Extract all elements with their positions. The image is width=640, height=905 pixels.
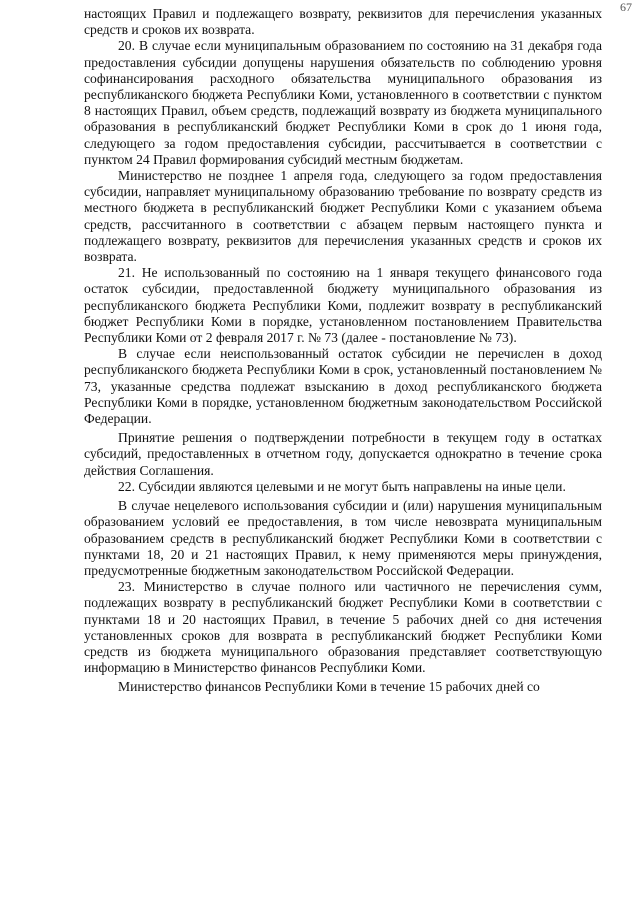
paragraph-item-23-minfin: Министерство финансов Республики Коми в течение 15 рабочих дней со [118,679,540,695]
paragraph-item-21: 21. Не использованный по состоянию на 1 января текущего финансового года остаток субсидии, предоставленной бюджету муниципального образования из республиканского бюджета Республики Коми, подлежит возврату в республиканский бюджет Республики Коми в порядке, установленном постановлением Правительства Республики Коми от 2 февраля 2017 г. № 73 (далее - постановление № 73). [84,265,602,346]
paragraph-continuation: настоящих Правил и подлежащего возврату, реквизитов для перечисления указанных средств и сроков их возврата. [84,6,602,38]
document-body [84,6,602,696]
paragraph-item-20-requirement: Министерство не позднее 1 апреля года, следующего за годом предоставления субсидии, направляет муниципальному образованию требование по возврату средств из местного бюджета в республиканский бюджет Республики Коми с указанием объема средств, рассчитанного в соответствии с абзацем первым настоящего пункта и подлежащего возврату, реквизитов для перечисления указанных средств и сроков их возврата. [84,168,602,265]
paragraph-item-21-decision: Принятие решения о подтверждении потребности в текущем году в остатках субсидий, предоставленных в отчетном году, допускается однократно в течение срока действия Соглашения. [84,430,602,478]
page-number: 67 [620,0,632,14]
paragraph-item-22-misuse: В случае нецелевого использования субсидии и (или) нарушения муниципальным образованием условий ее предоставления, в том числе невозврата муниципальным образованием средств в республиканский бюджет Республики Коми в соответствии с пунктами 18, 20 и 21 настоящих Правил, к нему применяются меры принуждения, предусмотренные бюджетным законодательством Российской Федерации. [84,498,602,578]
paragraph-item-22: 22. Субсидии являются целевыми и не могут быть направлены на иные цели. [118,478,566,494]
paragraph-item-23: 23. Министерство в случае полного или частичного не перечисления сумм, подлежащих возврату в республиканский бюджет Республики Коми в соответствии с пунктами 18 и 20 настоящих Правил, в течение 5 рабочих дней со дня истечения установленных сроков для возврата в республиканский бюджет Республики Коми средств из бюджета муниципального образования представляет соответствующую информацию в Министерство финансов Республики Коми. [84,579,602,676]
paragraph-item-21-recovery: В случае если неиспользованный остаток субсидии не перечислен в доход республиканского бюджета Республики Коми в срок, установленный постановлением № 73, указанные средства подлежат взысканию в доход республиканского бюджета Республики Коми в порядке, установленном бюджетным законодательством Российской Федерации. [84,346,602,427]
paragraph-item-20: 20. В случае если муниципальным образованием по состоянию на 31 декабря года предоставления субсидии допущены нарушения обязательств по соблюдению уровня софинансирования расходного обязательства муниципального образования из республиканского бюджета Республики Коми, установленного в соответствии с пунктом 8 настоящих Правил, объем средств, подлежащий возврату из бюджета муниципального образования в республиканский бюджет Республики Коми в срок до 1 июня года, следующего за годом предоставления субсидии, рассчитывается в соответствии с пунктом 24 Правил формирования субсидий местным бюджетам. [84,38,602,167]
